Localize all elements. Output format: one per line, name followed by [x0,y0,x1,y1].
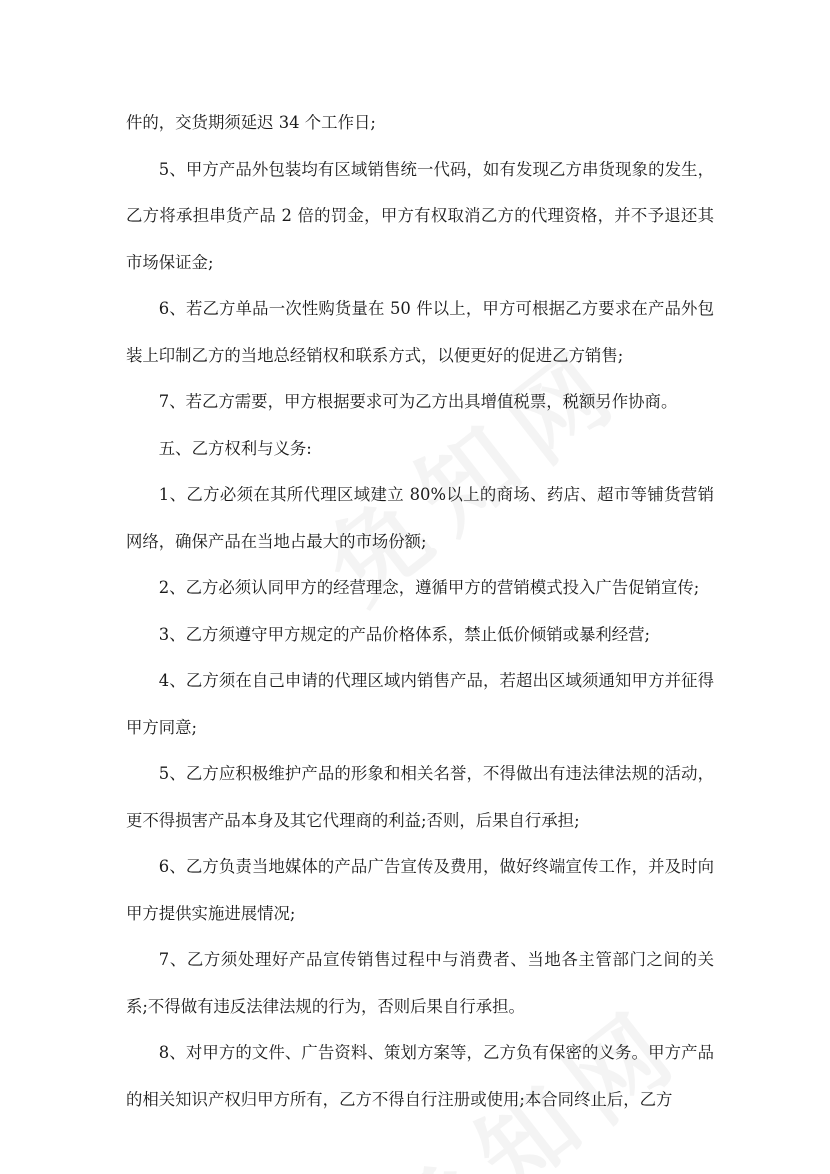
paragraph-continuation: 件的，交货期须延迟 34 个工作日; [126,113,376,132]
paragraph-clause-5-4: 4、乙方须在自己申请的代理区域内销售产品，若超出区域须通知甲方并征得甲方同意; [126,671,714,737]
paragraph-clause-5-8: 8、对甲方的文件、广告资料、策划方案等，乙方负有保密的义务。甲方产品的相关知识产权归甲方所有，乙方不得自行注册或使用;本合同终止后，乙方 [126,1043,714,1109]
paragraph-clause-4-6: 6、若乙方单品一次性购货量在 50 件以上，甲方可根据乙方要求在产品外包装上印制乙方的当地总经销权和联系方式，以便更好的促进乙方销售; [126,299,714,365]
paragraph-clause-5-1: 1、乙方必须在其所代理区域建立 80%以上的商场、药店、超市等铺货营销网络，确保产品在当地占最大的市场份额; [126,485,714,551]
paragraph-clause-4-5: 5、甲方产品外包装均有区域销售统一代码，如有发现乙方串货现象的发生，乙方将承担串货产品 2 倍的罚金，甲方有权取消乙方的代理资格，并不予退还其市场保证金; [126,159,714,272]
section-heading-5: 五、乙方权利与义务: [158,438,312,458]
document-body [126,100,714,1123]
paragraph-clause-4-7: 7、若乙方需要，甲方根据要求可为乙方出具增值税票，税额另作协商。 [158,392,678,411]
paragraph-clause-5-3: 3、乙方须遵守甲方规定的产品价格体系，禁止低价倾销或暴利经营; [158,624,651,644]
paragraph-clause-5-5: 5、乙方应积极维护产品的形象和相关名誉，不得做出有违法律法规的活动，更不得损害产品本身及其它代理商的利益;否则，后果自行承担; [126,764,714,830]
paragraph-clause-5-6: 6、乙方负责当地媒体的产品广告宣传及费用，做好终端宣传工作，并及时向甲方提供实施进展情况; [126,857,714,923]
paragraph-clause-5-2: 2、乙方必须认同甲方的经营理念，遵循甲方的营销模式投入广告促销宣传; [158,578,700,597]
paragraph-clause-5-7: 7、乙方须处理好产品宣传销售过程中与消费者、当地各主管部门之间的关系;不得做有违反法律法规的行为，否则后果自行承担。 [126,950,714,1016]
